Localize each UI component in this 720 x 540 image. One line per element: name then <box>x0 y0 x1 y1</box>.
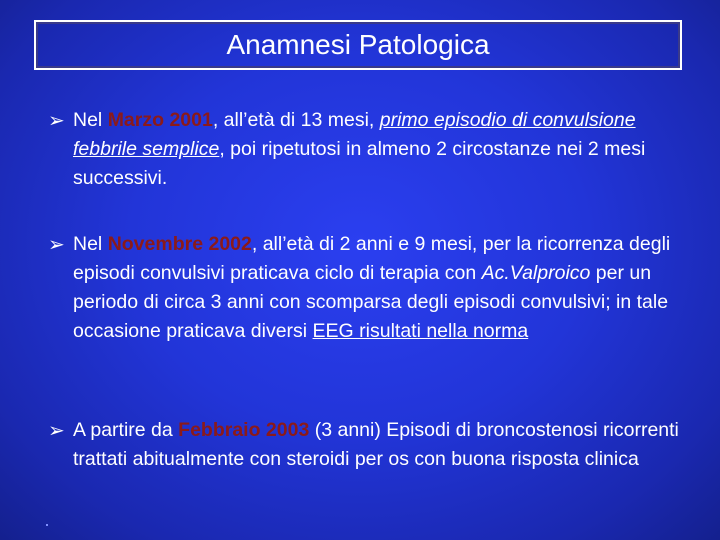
bullet-item-1 <box>48 106 688 193</box>
bullet-2-part-2: , all’età di 2 anni e 9 mesi, per la ricorrenza degli episodi convulsivi praticava ciclo di terapia con <box>73 233 671 284</box>
bullet-text-3 <box>73 416 688 474</box>
bullet-2-date: Novembre 2002 <box>107 233 252 255</box>
bullet-3-date: Febbraio 2003 <box>178 419 310 441</box>
bullet-2-part-1: Nel <box>73 233 108 255</box>
bullet-3-part-2: (3 anni) Episodi di broncostenosi ricorrenti trattati abitualmente con steroidi per os con buona risposta clinica <box>73 419 679 470</box>
title-box <box>34 20 682 70</box>
bullet-2-drug: Ac.Valproico <box>481 262 591 284</box>
bullet-1-date: Marzo 2001 <box>107 109 213 131</box>
arrow-bullet-icon: ➢ <box>48 418 65 442</box>
bullet-1-part-1: Nel <box>73 109 108 131</box>
bullet-item-2 <box>48 230 688 346</box>
bullet-1-part-3: , poi ripetutosi in almeno 2 circostanze nei 2 mesi successivi. <box>73 138 646 189</box>
bullet-3-part-1: A partire da <box>73 419 179 441</box>
arrow-bullet-icon: ➢ <box>48 108 65 132</box>
page-title: Anamnesi Patologica <box>226 29 490 60</box>
bullet-text-1 <box>73 106 688 193</box>
corner-dot <box>46 524 48 526</box>
arrow-bullet-icon: ➢ <box>48 232 65 256</box>
bullet-2-part-3: per un periodo di circa 3 anni con scomparsa degli episodi convulsivi; in tale occasione praticava diversi <box>73 262 669 342</box>
bullet-text-2 <box>73 230 688 346</box>
bullet-1-highlight: primo episodio di convulsione febbrile semplice <box>73 109 636 160</box>
bullet-item-3 <box>48 416 688 474</box>
bullet-1-part-2: , all’età di 13 mesi, <box>212 109 380 131</box>
bullet-2-eeg: EEG risultati nella norma <box>312 320 529 342</box>
